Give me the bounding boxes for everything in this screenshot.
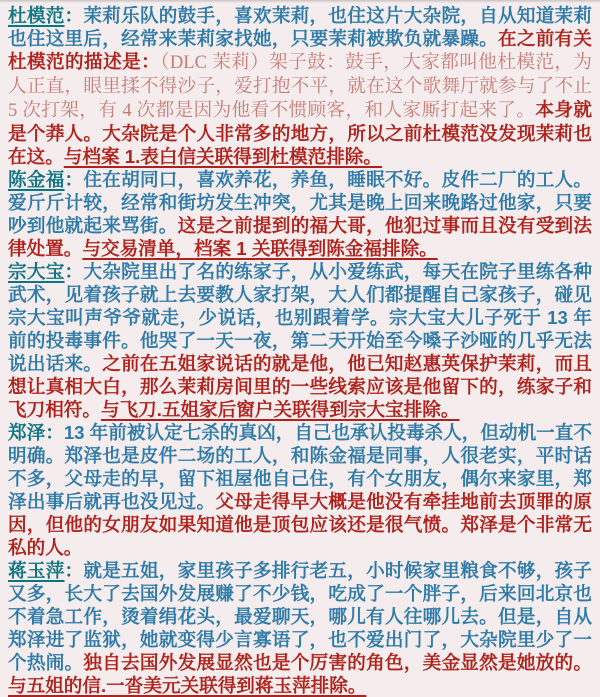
top-edge-divider — [0, 0, 600, 3]
character-name: 宗大宝 — [8, 261, 65, 282]
text-segment: 本身就是个莽人。大杂院是个人非常多的地方，所以之前杜模范没发现茉莉也在这。 — [8, 99, 592, 167]
text-segment: 之前在五姐家说话的就是他，他已知赵惠英保护茉莉，而且想让真相大白，那么茉莉房间里的一些线索应该是他留下的，练家子和飞刀相符。 — [8, 353, 592, 420]
text-segment: 父母走得早大概是他没有牵挂地前去顶罪的原因，但他的女朋友如果知道他是顶包应该还是很气愤。郑泽是个非常无私的人。 — [8, 491, 592, 558]
text-segment: 与档案 1.表白信关联得到杜模范排除。 — [63, 146, 382, 167]
character-name: 陈金福 — [8, 169, 65, 190]
profile-zong-dabao — [8, 260, 592, 421]
text-segment: 茉莉乐队的鼓手，喜欢茉莉，也住这片大杂院，自从知道茉莉也住这里后，经常来茉莉家找她，只要茉莉被欺负就暴躁。 — [8, 5, 592, 49]
text-segment: （DLC 茉莉）架子鼓：鼓手，大家都叫他杜模范，为人正直，眼里揉不得沙子，爱打抱不平，就在这个歌舞厅就参与了不止 5 次打架，有 4 次都是因为他看不惯顾客，和人家厮打起来了。 — [8, 52, 592, 121]
character-name: 郑泽： — [8, 422, 64, 443]
text-segment: 这是之前提到的福大哥，他犯过事而且没有受到法律处置。 — [8, 215, 592, 259]
character-name: ： — [64, 5, 84, 26]
text-segment: 独自去国外发展显然也是个厉害的角色，美金显然是她放的。 — [83, 652, 592, 673]
character-name: ： — [64, 169, 84, 190]
text-segment: 住在胡同口，喜欢养花，养鱼，睡眠不好。皮件二厂的工人。爱斤斤计较，经常和街坊发生冲突，尤其是晚上回来晚路过他家，只要吵到他就起来骂街。 — [8, 169, 592, 236]
text-segment: 与飞刀.五姐家后窗户关联得到宗大宝排除。 — [100, 399, 460, 420]
character-name: ： — [64, 560, 84, 581]
character-name: ： — [64, 261, 84, 282]
text-segment: 与五姐的信.一沓美元关联得到蒋玉萍排除。 — [8, 675, 367, 696]
text-segment: 大杂院里出了名的练家子，从小爱练武，每天在院子里练各种武术，见着孩子就上去要教人家打架，大人们都提醒自己家孩子，碰见宗大宝叫声爷爷就走，少说话，也别跟着学。宗大宝大儿子死于 13 年前的投毒事件。他哭了一天一夜，第二天开始至今嗓子沙哑的几乎无法说出话来。 — [8, 261, 592, 374]
text-segment: 与交易清单，档案 1 关联得到陈金福排除。 — [82, 238, 438, 259]
character-name: 蒋玉萍 — [8, 560, 65, 581]
profile-jiang-yuping — [8, 559, 592, 697]
text-segment: 就是五姐，家里孩子多排行老五，小时候家里粮食不够，孩子又多，长大了去国外发展赚了不少钱，吃成了一个胖子，后来回北京也不着急工作，烫着绢花头，最爱聊天，哪儿有人往哪儿去。但是，自从郑泽进了监狱，她就变得少言寡语了，也不爱出门了，大杂院里少了一个热闹。 — [8, 560, 592, 673]
character-name: 杜模范 — [8, 5, 65, 26]
text-segment: 在之前有关杜模范的描述是： — [8, 28, 592, 72]
profile-zheng-ze — [8, 421, 592, 559]
profile-du-mofan — [8, 4, 592, 168]
profile-chen-jinfu — [8, 168, 592, 260]
text-segment: 13 年前被认定七杀的真凶，自己也承认投毒杀人，但动机一直不明确。郑泽也是皮件二场的工人，和陈金福是同事，人很老实，平时话不多，父母走的早，留下祖屋他自己住，有个女朋友，偶尔来家里，郑泽出事后就再也没见过。 — [8, 422, 592, 512]
